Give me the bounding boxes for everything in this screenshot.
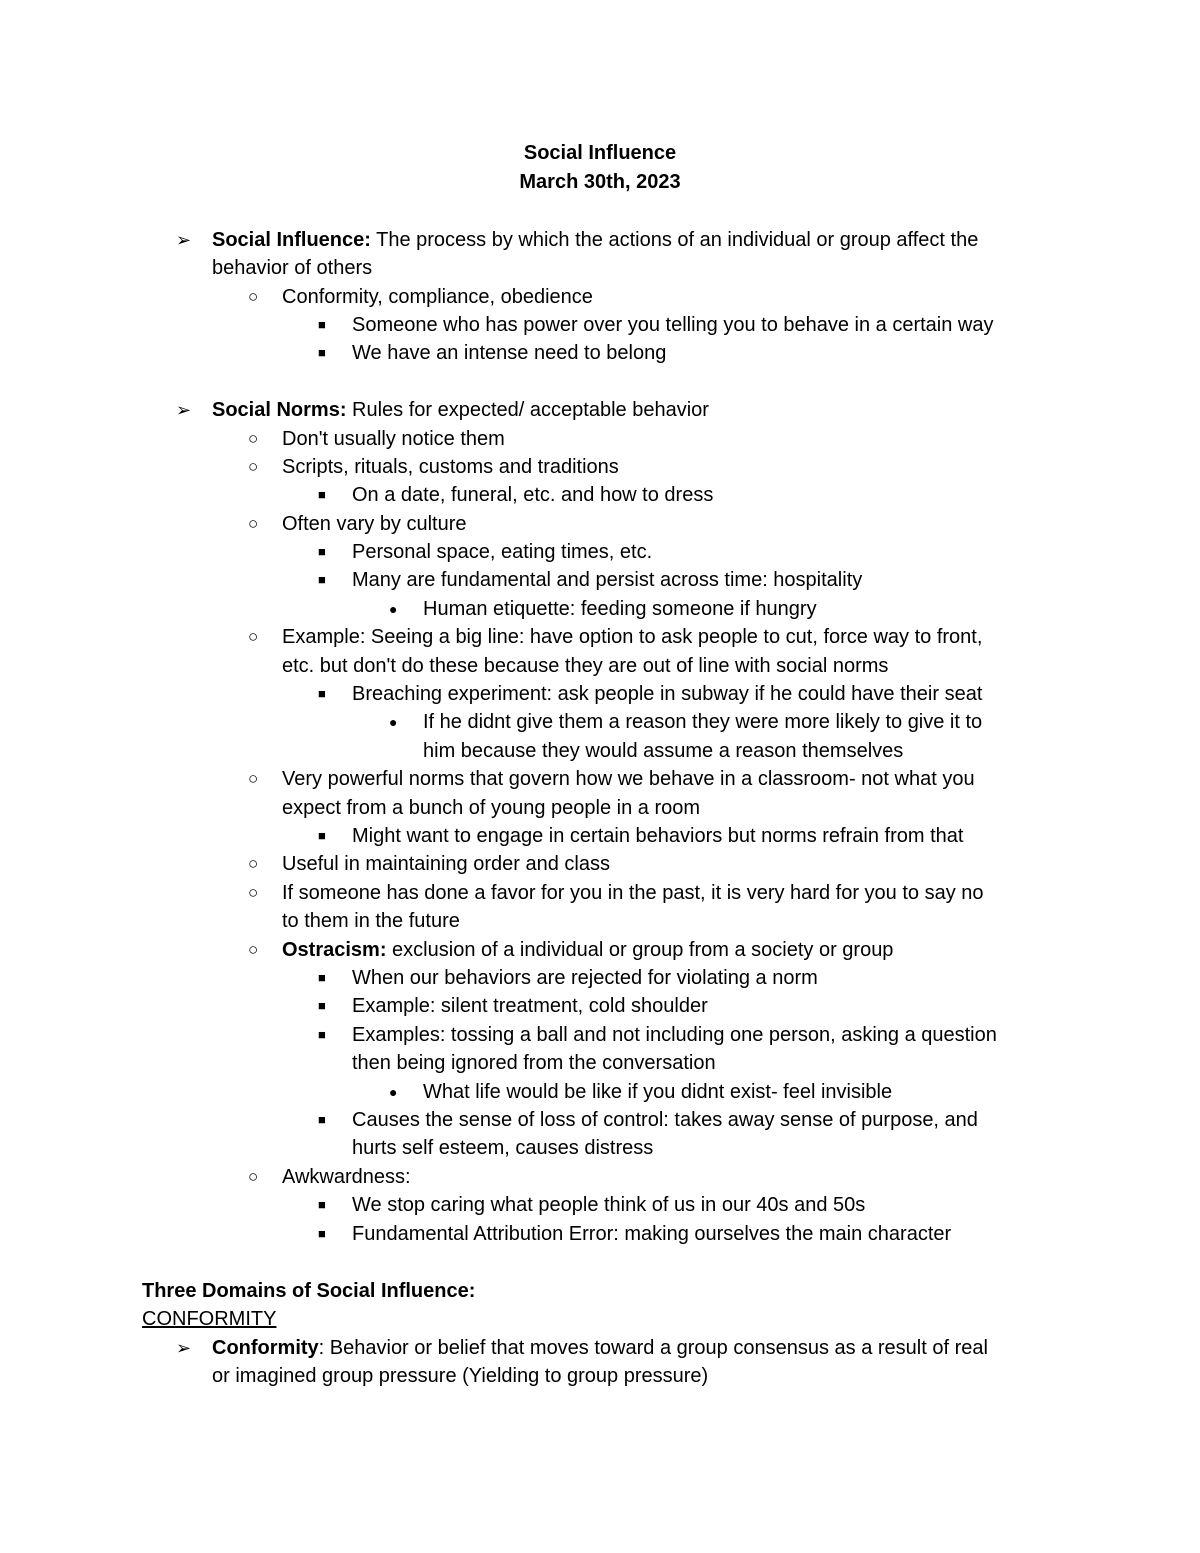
- list-item: Many are fundamental and persist across time: hospitality: [352, 569, 863, 591]
- square-bullet-icon: ■: [318, 487, 326, 502]
- list-item: Human etiquette: feeding someone if hungry: [423, 598, 817, 620]
- list-item: If someone has done a favor for you in the past, it is very hard for you to say no: [282, 882, 984, 904]
- list-item: Often vary by culture: [282, 513, 467, 535]
- arrow-bullet-icon: ➢: [176, 1338, 192, 1358]
- dot-bullet-icon: ●: [389, 601, 398, 617]
- circle-bullet-icon: ○: [248, 514, 259, 533]
- list-item: If he didnt give them a reason they were more likely to give it to: [423, 711, 983, 733]
- circle-bullet-icon: ○: [248, 940, 259, 959]
- list-item-continuation: expect from a bunch of young people in a room: [282, 797, 701, 819]
- circle-bullet-icon: ○: [248, 769, 259, 788]
- list-item: What life would be like if you didnt exist- feel invisible: [423, 1081, 893, 1103]
- term-definition: The process by which the actions of an individual or group affect the: [370, 229, 979, 251]
- list-item: Breaching experiment: ask people in subway if he could have their seat: [352, 683, 983, 705]
- list-item: On a date, funeral, etc. and how to dress: [352, 484, 714, 506]
- circle-bullet-icon: ○: [248, 627, 259, 646]
- list-item: Very powerful norms that govern how we behave in a classroom- not what you: [282, 768, 975, 790]
- list-item: Useful in maintaining order and class: [282, 853, 610, 875]
- term-label: Conformity: [212, 1337, 319, 1359]
- list-item: [212, 1334, 988, 1362]
- arrow-bullet-icon: ➢: [176, 400, 192, 420]
- square-bullet-icon: ■: [318, 828, 326, 843]
- list-item: Causes the sense of loss of control: takes away sense of purpose, and: [352, 1109, 978, 1131]
- list-item: Fundamental Attribution Error: making ourselves the main character: [352, 1223, 952, 1245]
- list-item: Scripts, rituals, customs and traditions: [282, 456, 619, 478]
- square-bullet-icon: ■: [318, 686, 326, 701]
- list-item: Example: silent treatment, cold shoulder: [352, 995, 708, 1017]
- list-item: Awkwardness:: [282, 1166, 411, 1188]
- list-item: [282, 936, 893, 964]
- square-bullet-icon: ■: [318, 317, 326, 332]
- circle-bullet-icon: ○: [248, 287, 259, 306]
- square-bullet-icon: ■: [318, 345, 326, 360]
- list-item-continuation: then being ignored from the conversation: [352, 1052, 716, 1074]
- list-item: Conformity, compliance, obedience: [282, 286, 593, 308]
- term-definition: exclusion of a individual or group from a society or group: [386, 939, 894, 961]
- square-bullet-icon: ■: [318, 1197, 326, 1212]
- square-bullet-icon: ■: [318, 544, 326, 559]
- list-item-continuation: behavior of others: [212, 257, 373, 279]
- list-item: Examples: tossing a ball and not including one person, asking a question: [352, 1024, 997, 1046]
- section-heading: Three Domains of Social Influence:: [142, 1280, 476, 1302]
- list-item: Might want to engage in certain behaviors but norms refrain from that: [352, 825, 964, 847]
- document-title: Social Influence: [523, 142, 677, 164]
- square-bullet-icon: ■: [318, 1027, 326, 1042]
- list-item: We have an intense need to belong: [352, 342, 667, 364]
- circle-bullet-icon: ○: [248, 429, 259, 448]
- square-bullet-icon: ■: [318, 1226, 326, 1241]
- list-item: We stop caring what people think of us in our 40s and 50s: [352, 1194, 866, 1216]
- dot-bullet-icon: ●: [389, 714, 398, 730]
- list-item: [212, 396, 709, 424]
- list-item: Personal space, eating times, etc.: [352, 541, 653, 563]
- section-subheading: CONFORMITY: [142, 1308, 277, 1330]
- term-label: Ostracism:: [282, 939, 387, 961]
- list-item: [212, 226, 978, 254]
- term-definition: : Behavior or belief that moves toward a group consensus as a result of real: [318, 1337, 988, 1359]
- square-bullet-icon: ■: [318, 1112, 326, 1127]
- square-bullet-icon: ■: [318, 998, 326, 1013]
- list-item-continuation: etc. but don't do these because they are out of line with social norms: [282, 655, 889, 677]
- list-item: Don't usually notice them: [282, 428, 505, 450]
- circle-bullet-icon: ○: [248, 1167, 259, 1186]
- term-label: Social Norms:: [212, 399, 347, 421]
- list-item: When our behaviors are rejected for violating a norm: [352, 967, 818, 989]
- circle-bullet-icon: ○: [248, 883, 259, 902]
- arrow-bullet-icon: ➢: [176, 230, 192, 250]
- square-bullet-icon: ■: [318, 970, 326, 985]
- list-item-continuation: to them in the future: [282, 910, 460, 932]
- circle-bullet-icon: ○: [248, 854, 259, 873]
- list-item-continuation: hurts self esteem, causes distress: [352, 1137, 654, 1159]
- list-item-continuation: or imagined group pressure (Yielding to group pressure): [212, 1365, 709, 1387]
- list-item: Someone who has power over you telling you to behave in a certain way: [352, 314, 994, 336]
- list-item: Example: Seeing a big line: have option to ask people to cut, force way to front,: [282, 626, 983, 648]
- circle-bullet-icon: ○: [248, 457, 259, 476]
- dot-bullet-icon: ●: [389, 1084, 398, 1100]
- term-label: Social Influence:: [212, 229, 371, 251]
- document-date: March 30th, 2023: [519, 171, 681, 193]
- list-item-continuation: him because they would assume a reason themselves: [423, 740, 904, 762]
- square-bullet-icon: ■: [318, 572, 326, 587]
- term-definition: Rules for expected/ acceptable behavior: [346, 399, 709, 421]
